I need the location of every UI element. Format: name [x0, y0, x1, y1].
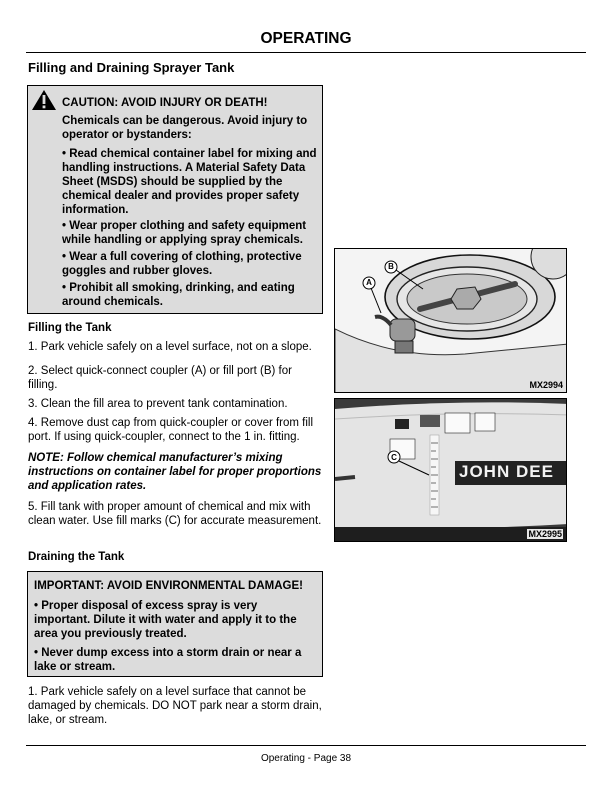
caution-intro: Chemicals can be dangerous. Avoid injury to operator or bystanders:: [62, 115, 308, 141]
figure-tank-fill-port: [334, 248, 567, 393]
warning-triangle-icon: [31, 89, 57, 111]
figure-tank-fill-marks: [334, 398, 567, 542]
callout-b: B: [388, 262, 394, 271]
section-title: Filling and Draining Sprayer Tank: [28, 60, 235, 75]
caution-bullet: • Wear a full covering of clothing, protective goggles and rubber gloves.: [62, 251, 302, 277]
important-box: [27, 571, 323, 677]
important-heading: IMPORTANT: AVOID ENVIRONMENTAL DAMAGE!: [34, 580, 303, 592]
important-bullet: • Never dump excess into a storm drain or near a lake or stream.: [34, 647, 302, 673]
page-header-title: OPERATING: [260, 30, 352, 47]
filling-step: 3. Clean the fill area to prevent tank contamination.: [28, 398, 288, 410]
figure-label: MX2995: [528, 529, 562, 539]
draining-subheading: Draining the Tank: [28, 551, 125, 563]
filling-step: 5. Fill tank with proper amount of chemical and mix with clean water. Use fill marks (C) for accurate measurement.: [28, 501, 322, 527]
footer-rule: [26, 745, 586, 746]
caution-heading: CAUTION: AVOID INJURY OR DEATH!: [62, 97, 268, 109]
filling-subheading: Filling the Tank: [28, 322, 112, 334]
header-rule: [26, 52, 586, 53]
draining-step: 1. Park vehicle safely on a level surface that cannot be damaged by chemicals. DO NOT park near a storm drain, lake, or stream.: [28, 686, 322, 726]
caution-bullet: • Read chemical container label for mixing and handling instructions. A Material Safety Data Sheet (MSDS) should be supplied by the chemical dealer and provides proper safety information.: [62, 148, 317, 216]
tank-lid-illustration: [335, 249, 567, 393]
caution-bullet: • Prohibit all smoking, drinking, and eating around chemicals.: [62, 282, 295, 308]
brand-decal: JOHN DEE: [459, 462, 554, 481]
callout-a: A: [366, 278, 372, 287]
caution-bullet: • Wear proper clothing and safety equipment while handling or applying spray chemicals.: [62, 220, 307, 246]
filling-step: 2. Select quick-connect coupler (A) or fill port (B) for filling.: [28, 365, 292, 391]
figure-label: MX2994: [529, 380, 563, 390]
filling-step: 1. Park vehicle safely on a level surface, not on a slope.: [28, 341, 312, 353]
filling-note: NOTE: Follow chemical manufacturer’s mixing instructions on container label for proper proportions and application rates.: [28, 452, 322, 492]
page-footer: Operating - Page 38: [260, 753, 352, 764]
callout-c: C: [391, 453, 397, 462]
caution-box: [27, 85, 323, 314]
important-bullet: • Proper disposal of excess spray is very important. Dilute it with water and apply it to the area you previously treated.: [34, 600, 297, 640]
filling-step: 4. Remove dust cap from quick-coupler or cover from fill port. If using quick-coupler, connect to the 1 in. fitting.: [28, 417, 314, 443]
